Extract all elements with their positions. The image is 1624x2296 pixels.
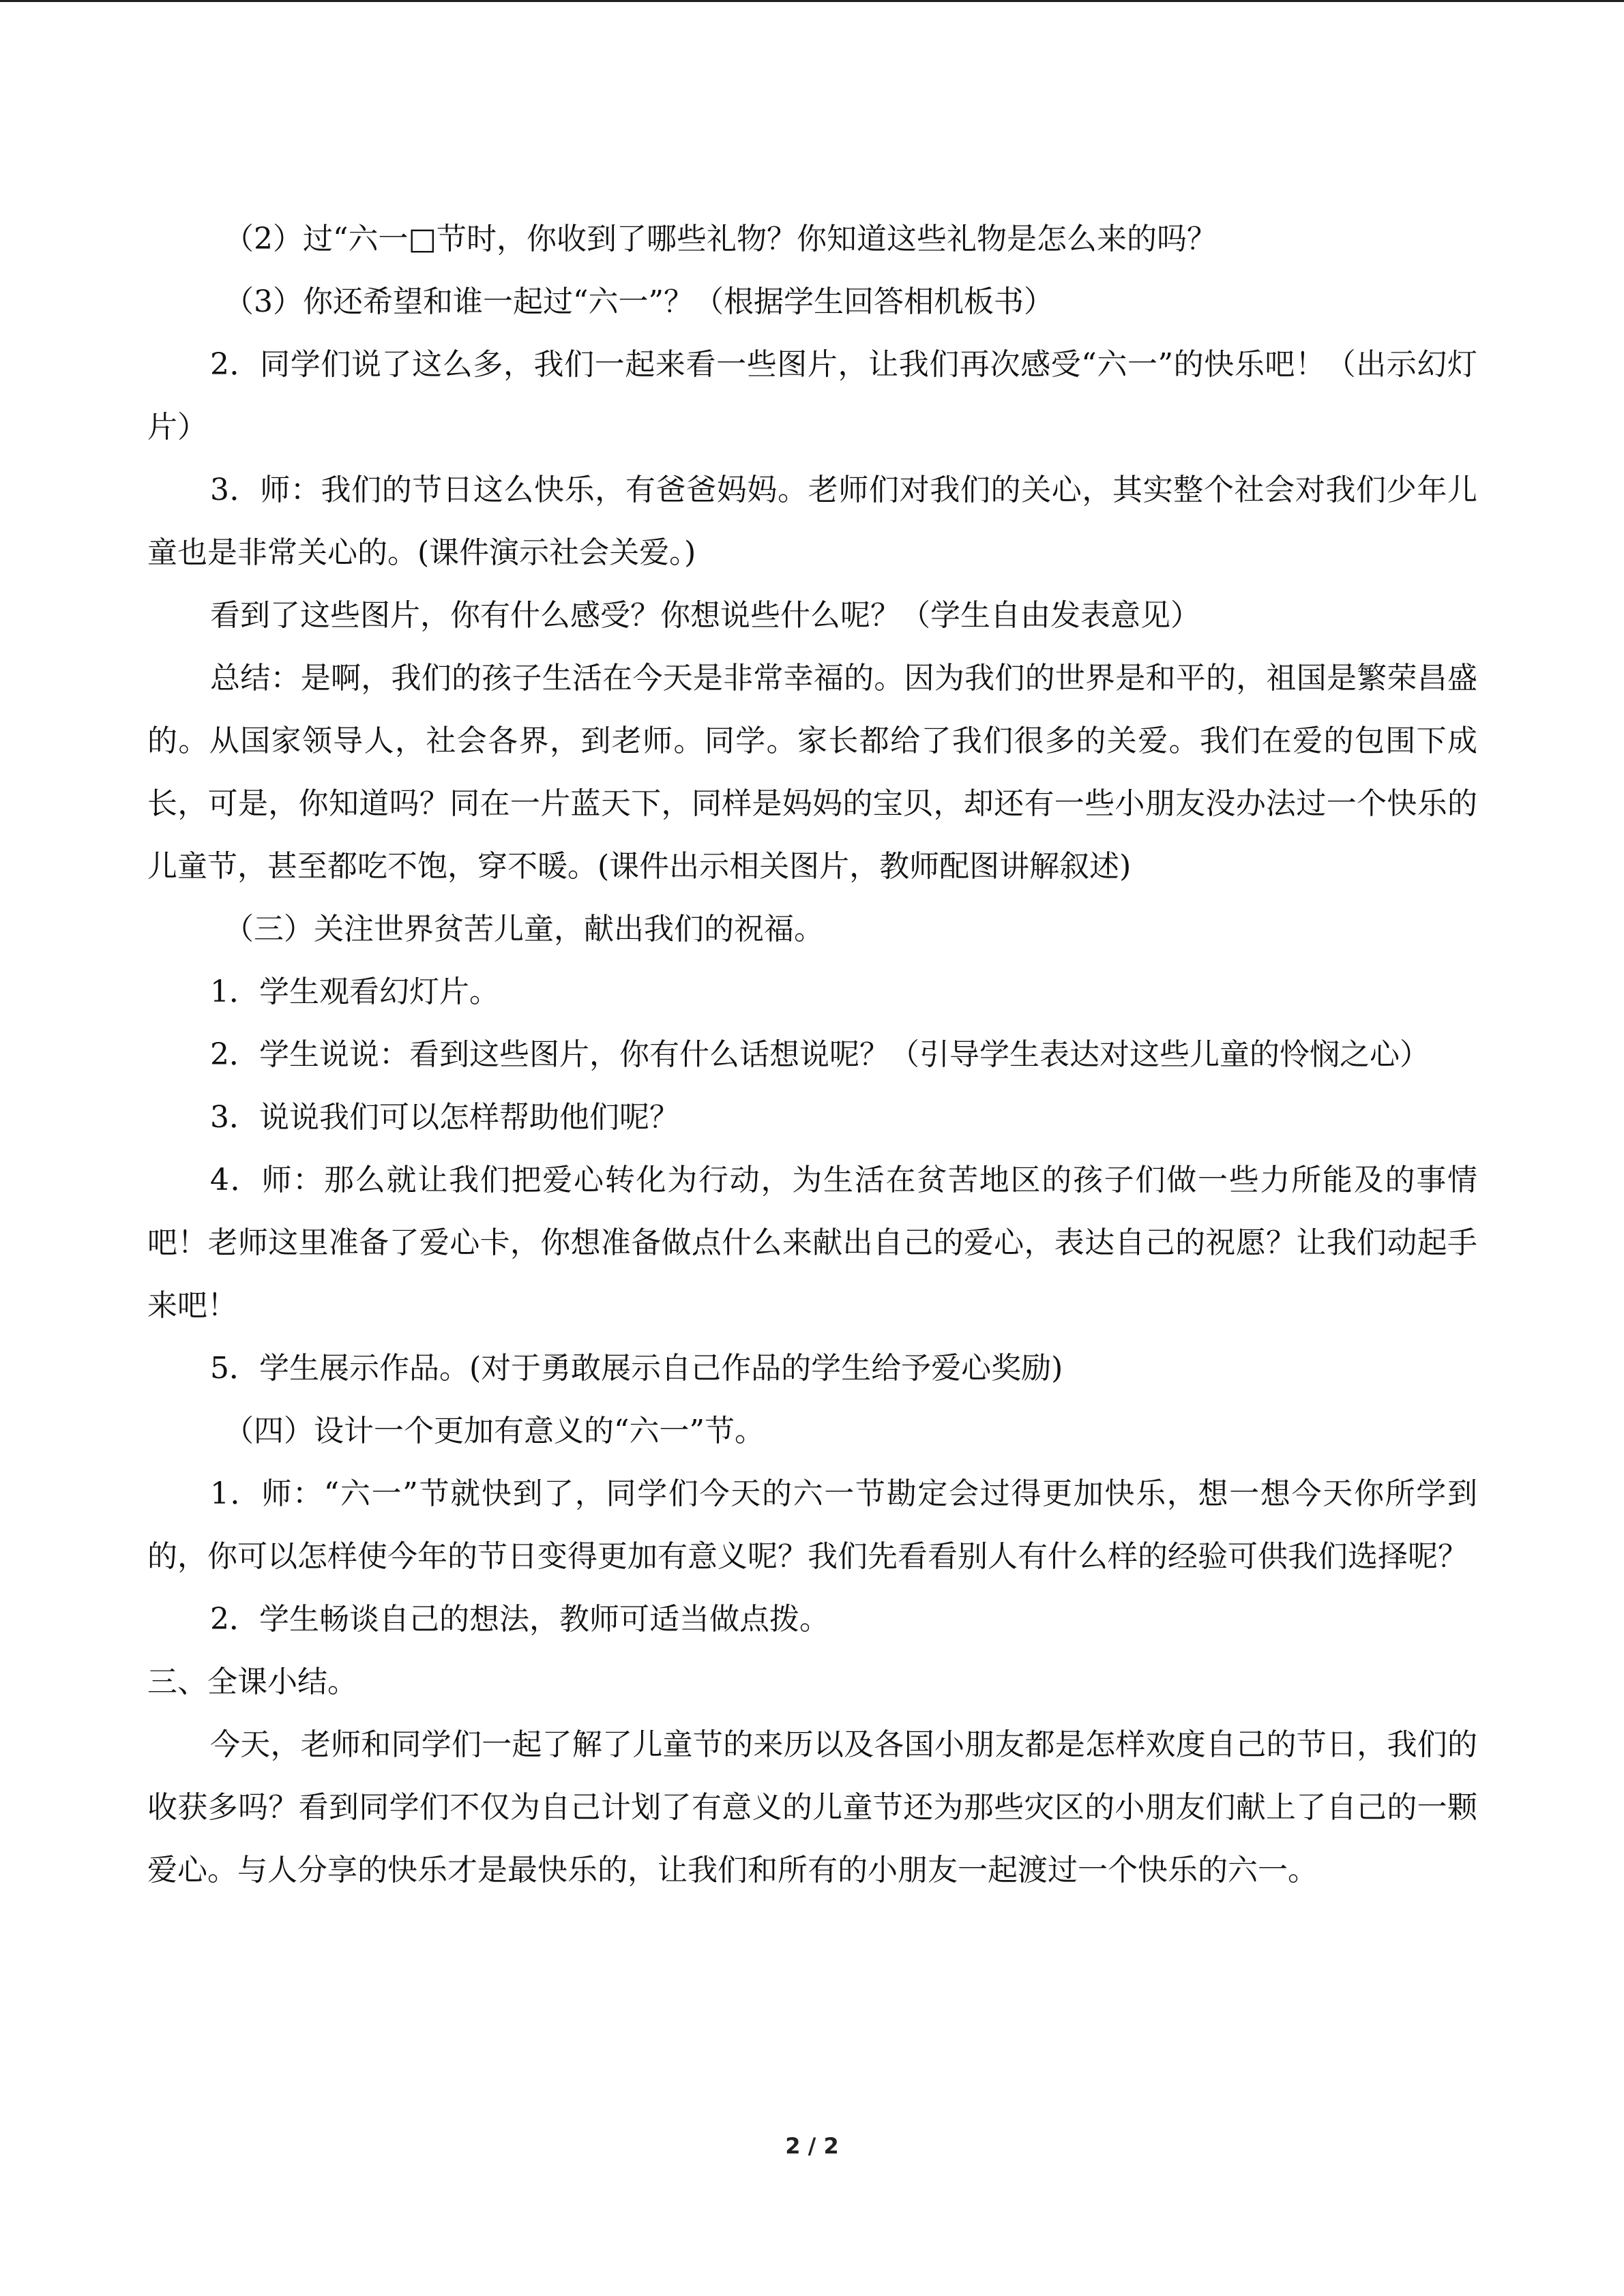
paragraph-15: 2．学生畅谈自己的想法，教师可适当做点拨。 bbox=[210, 1602, 829, 1637]
paragraph-6: 总结：是啊，我们的孩子生活在今天是非常幸福的。因为我们的世界是和平的，祖国是繁荣昌盛的。从国家领导人，社会各界，到老师。同学。家长都给了我们很多的关爱。我们在爱的包围下成长，可是，你知道吗？同在一片蓝天下，同样是妈妈的宝贝，却还有一些小朋友没办法过一个快乐的儿童节，甚至都吃不饱，穿不暖。(课件出示相关图片，教师配图讲解叙述) bbox=[147, 661, 1477, 884]
top-border-line bbox=[0, 0, 1624, 2]
page-number: 2 / 2 bbox=[785, 2133, 839, 2159]
paragraph-17: 今天，老师和同学们一起了解了儿童节的来历以及各国小朋友都是怎样欢度自己的节日，我们的收获多吗？看到同学们不仅为自己计划了有意义的儿童节还为那些灾区的小朋友们献上了自己的一颗爱心。与人分享的快乐才是最快乐的，让我们和所有的小朋友一起渡过一个快乐的六一。 bbox=[147, 1727, 1477, 1888]
paragraph-14: 1．师：“六一”节就快到了，同学们今天的六一节勘定会过得更加快乐，想一想今天你所学到的，你可以怎样使今年的节日变得更加有意义呢？我们先看看别人有什么样的经验可供我们选择呢？ bbox=[147, 1476, 1477, 1574]
section-heading-summary: 三、全课小结。 bbox=[147, 1665, 357, 1699]
paragraph-9: 2．学生说说：看到这些图片，你有什么话想说呢？（引导学生表达对这些儿童的怜悯之心） bbox=[210, 1037, 1430, 1072]
paragraph-11: 4．师：那么就让我们把爱心转化为行动，为生活在贫苦地区的孩子们做一些力所能及的事情吧！老师这里准备了爱心卡，你想准备做点什么来献出自己的爱心，表达自己的祝愿？让我们动起手来吧！ bbox=[147, 1163, 1477, 1323]
document-body bbox=[147, 208, 1477, 1902]
paragraph-2: （3）你还希望和谁一起过“六一”？（根据学生回答相机板书） bbox=[224, 284, 1054, 319]
paragraph-5: 看到了这些图片，你有什么感受？你想说些什么呢？（学生自由发表意见） bbox=[210, 598, 1200, 633]
section-heading-4: （四）设计一个更加有意义的“六一”节。 bbox=[224, 1414, 765, 1448]
paragraph-8: 1．学生观看幻灯片。 bbox=[210, 974, 499, 1009]
paragraph-10: 3．说说我们可以怎样帮助他们呢？ bbox=[210, 1100, 679, 1135]
section-heading-3: （三）关注世界贫苦儿童，献出我们的祝福。 bbox=[224, 912, 824, 946]
paragraph-1: （2）过“六一□节时，你收到了哪些礼物？你知道这些礼物是怎么来的吗？ bbox=[224, 222, 1217, 256]
paragraph-12: 5．学生展示作品。(对于勇敢展示自己作品的学生给予爱心奖励) bbox=[210, 1351, 1063, 1386]
paragraph-4: 3．师：我们的节日这么快乐，有爸爸妈妈。老师们对我们的关心，其实整个社会对我们少年儿童也是非常关心的。(课件演示社会关爱。) bbox=[147, 473, 1477, 570]
paragraph-3: 2．同学们说了这么多，我们一起来看一些图片，让我们再次感受“六一”的快乐吧！（出示幻灯片） bbox=[147, 347, 1477, 445]
